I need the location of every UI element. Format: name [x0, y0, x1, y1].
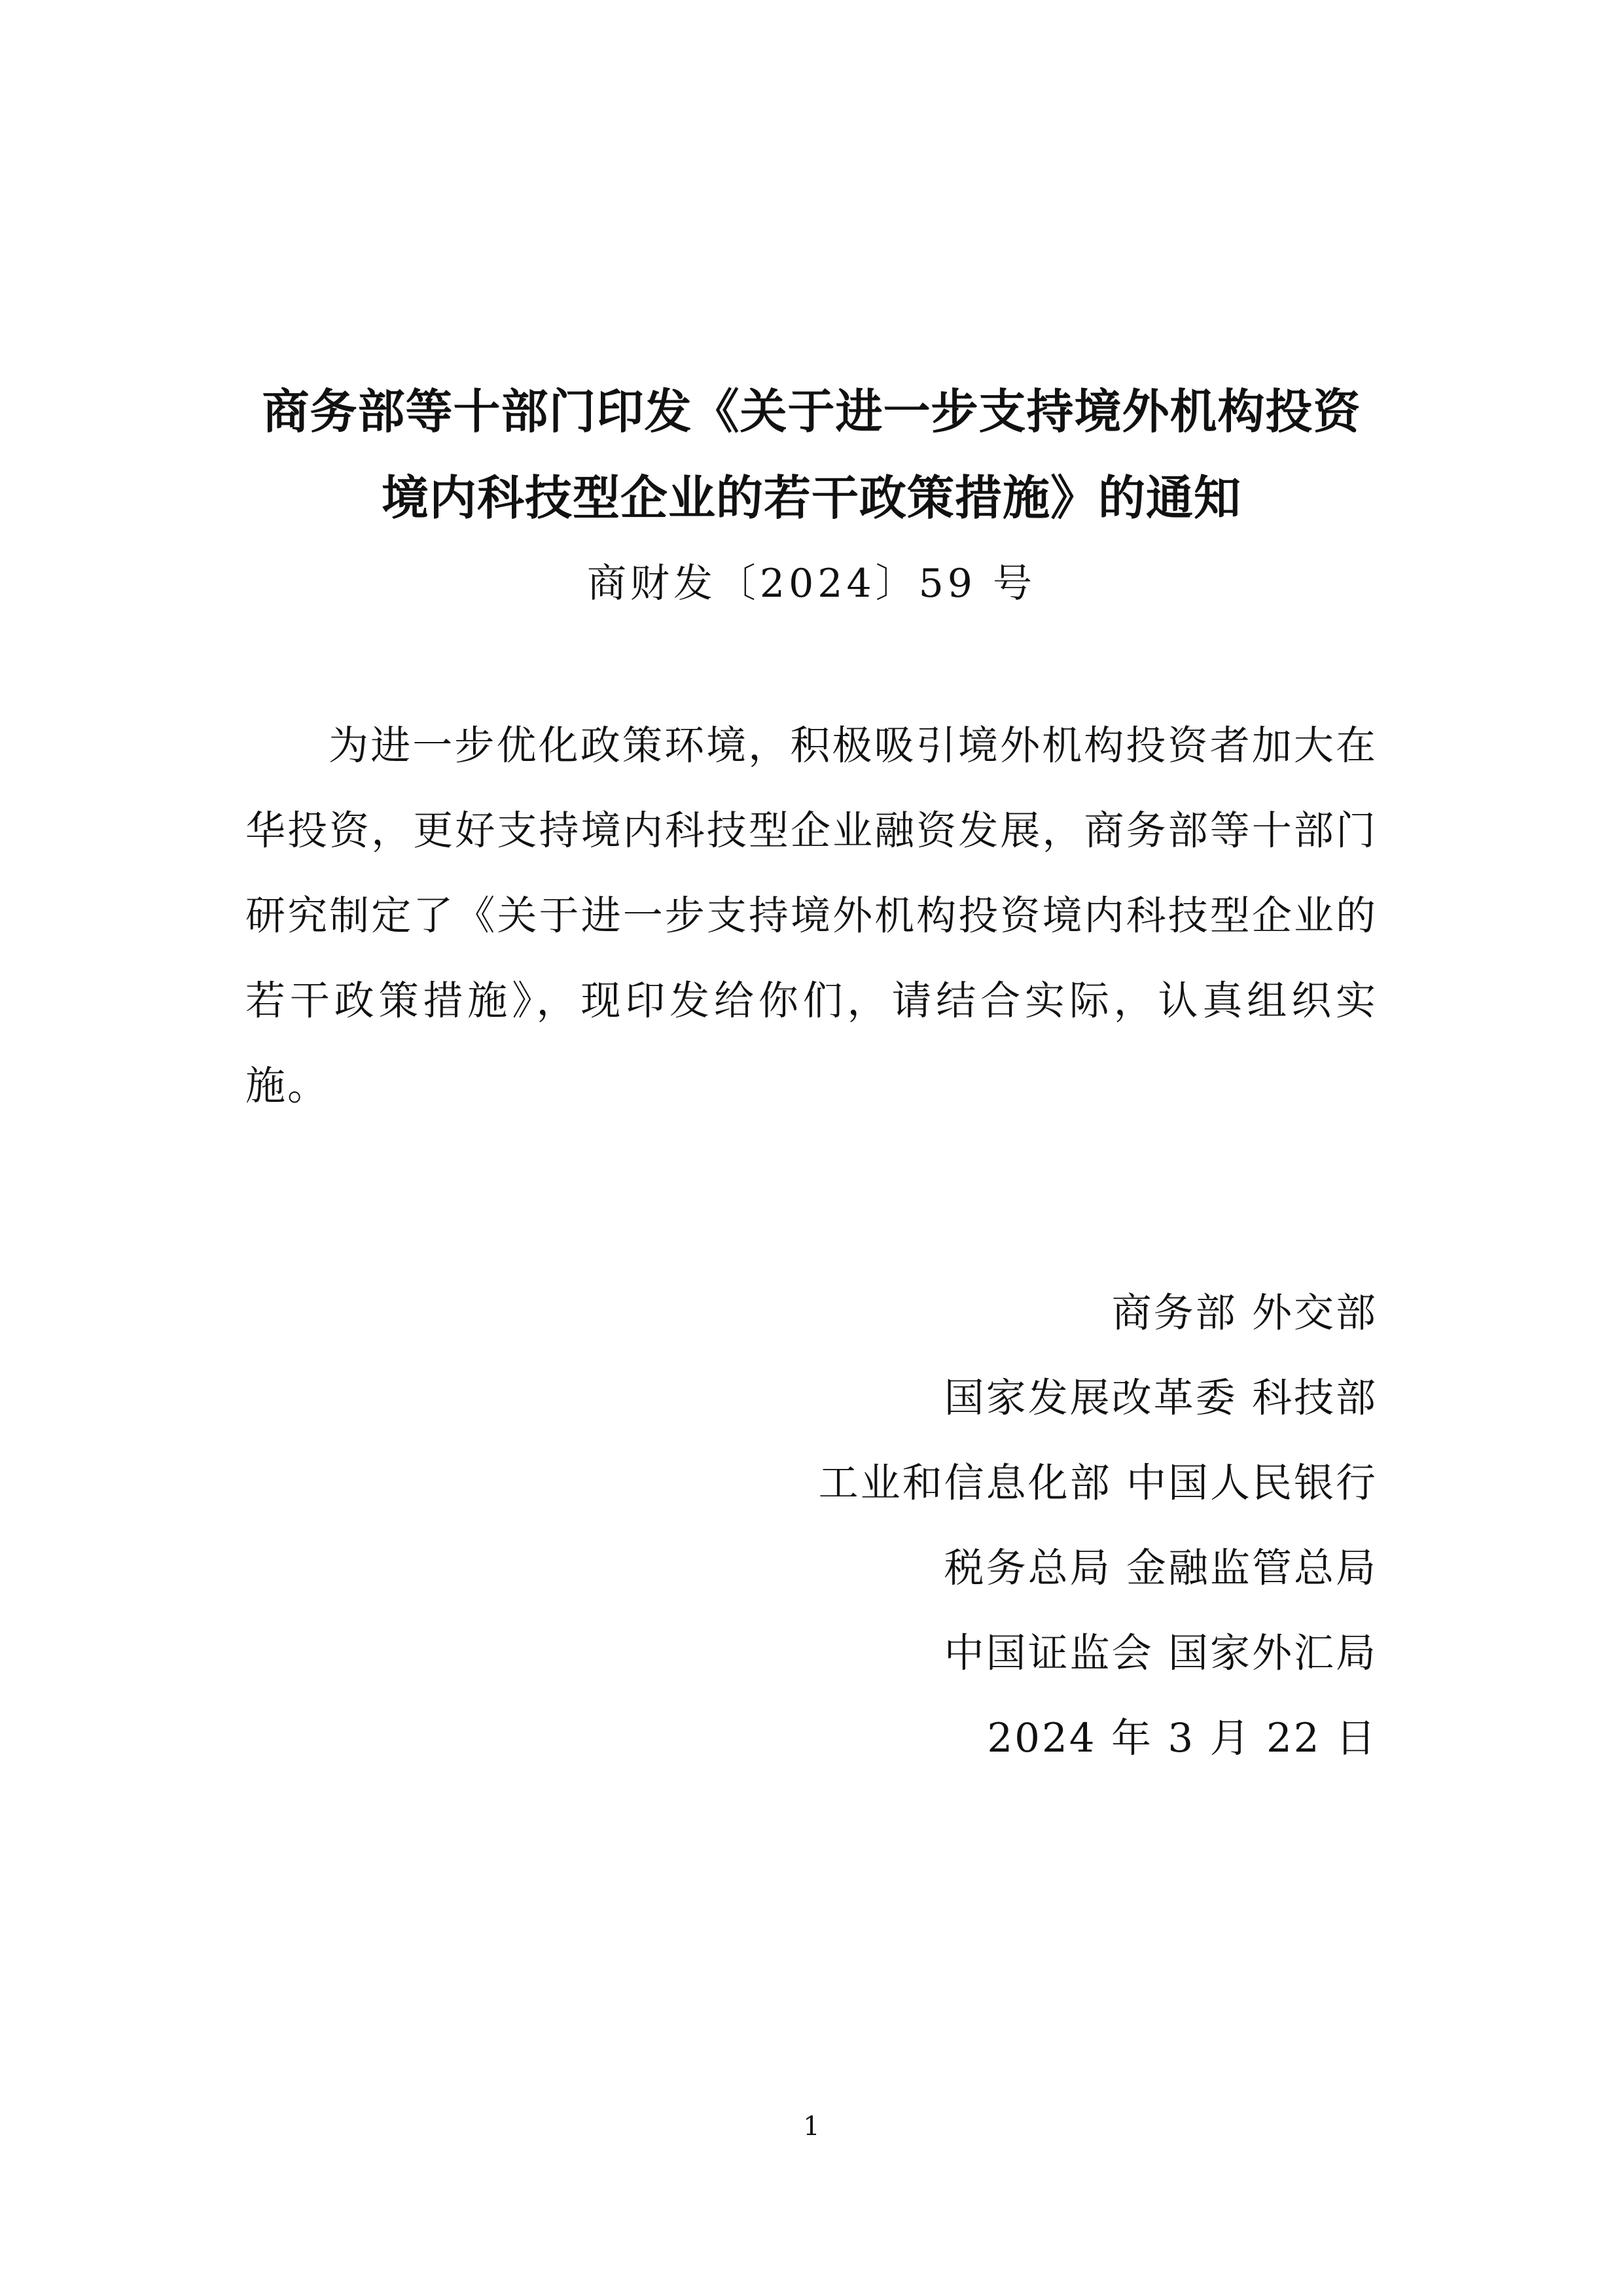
document-number: 商财发〔2024〕59 号 [586, 561, 1037, 607]
signature-line-ministries-4: 税务总局 金融监管总局 [944, 1545, 1378, 1591]
body-paragraph: 为进一步优化政策环境，积极吸引境外机构投资者加大在华投资，更好支持境内科技型企业融资发展，商务部等十部门研究制定了《关于进一步支持境外机构投资境内科技型企业的若干政策措施》，现印发给你们，请结合实际，认真组织实施。 [245, 722, 1378, 1109]
signature-line-ministries-2: 国家发展改革委 科技部 [944, 1375, 1378, 1421]
signature-block [819, 1292, 1378, 1803]
signature-line-ministries-5: 中国证监会 国家外汇局 [944, 1630, 1378, 1676]
page-number: 1 [803, 2111, 820, 2142]
signature-line-ministries-3: 工业和信息化部 中国人民银行 [818, 1460, 1378, 1506]
signature-date: 2024 年 3 月 22 日 [987, 1715, 1378, 1761]
document-title-line-1: 商务部等十部门印发《关于进一步支持境外机构投资 [262, 384, 1361, 439]
document-title-line-2: 境内科技型企业的若干政策措施》的通知 [381, 470, 1241, 525]
signature-line-ministries-1: 商务部 外交部 [1111, 1290, 1378, 1336]
